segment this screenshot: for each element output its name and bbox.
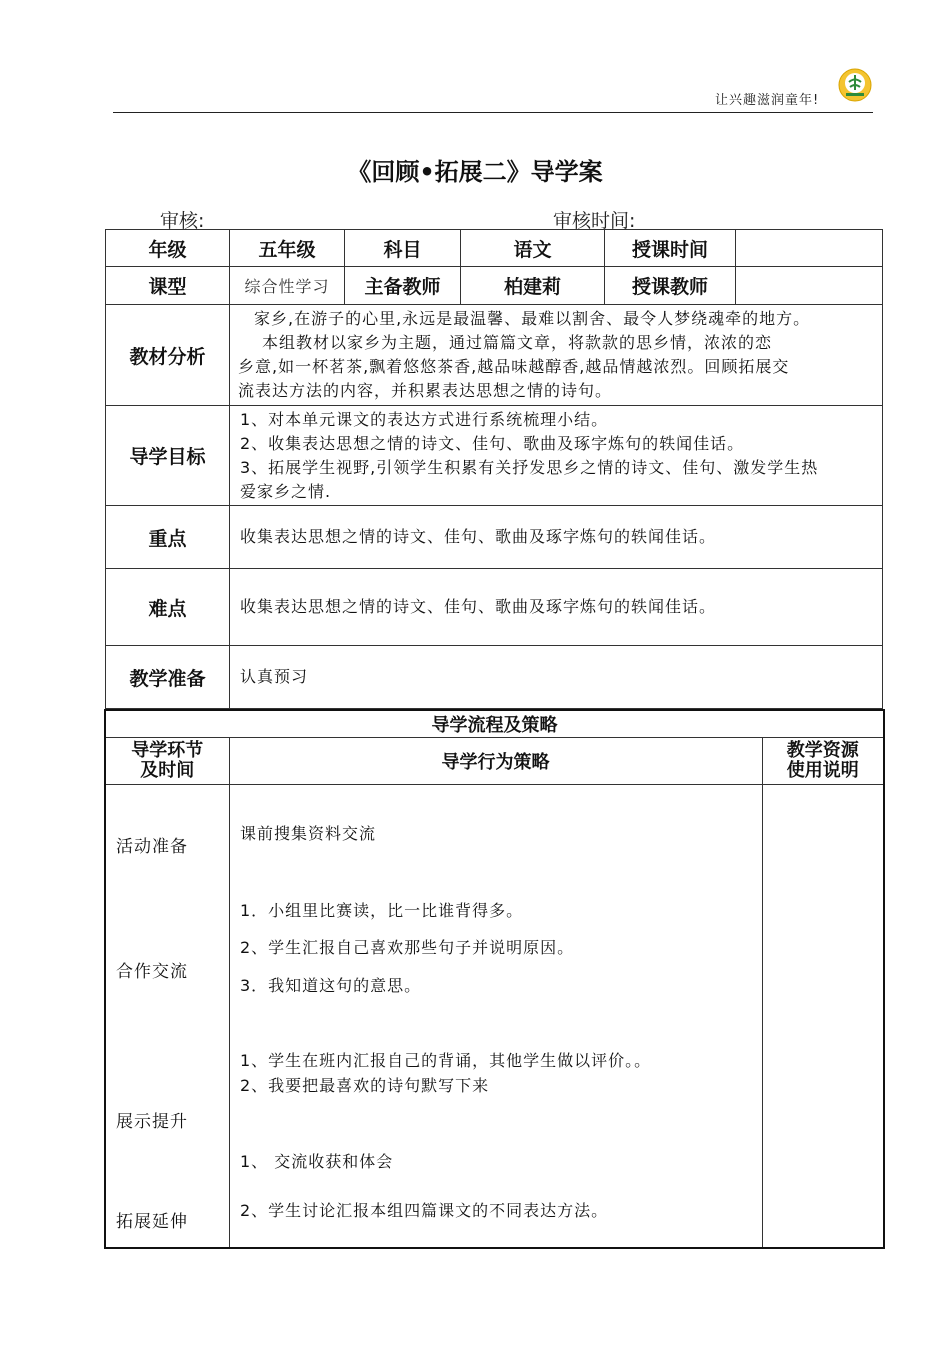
analysis-content xyxy=(230,305,883,406)
goal-line: 爱家乡之情. xyxy=(240,481,332,501)
guided-flow-table xyxy=(104,709,885,1249)
resource-header-line: 教学资源 xyxy=(786,740,859,761)
preparation-label: 教学准备 xyxy=(106,646,230,709)
subject-label: 科目 xyxy=(345,230,461,267)
lead-teacher-label: 主备教师 xyxy=(345,267,461,305)
difficulty-label: 难点 xyxy=(106,569,230,646)
flow-title: 导学流程及策略 xyxy=(105,710,884,738)
analysis-line: 乡意,如一杯茗茶,飘着悠悠茶香,越品味越醇香,越品情越浓烈。回顾拓展交 xyxy=(238,357,790,376)
goals-content xyxy=(230,406,883,506)
flow-step: 1、 交流收获和体会 xyxy=(240,1152,394,1171)
flow-step: 课前搜集资料交流 xyxy=(240,824,377,843)
goal-line: 1、对本单元课文的表达方式进行系统梳理小结。 xyxy=(240,409,609,429)
analysis-line: 本组教材以家乡为主题，通过篇篇文章，将款款的思乡情，浓浓的恋 xyxy=(262,333,773,352)
stage-column-header xyxy=(105,738,229,785)
stage-extension: 拓展延伸 xyxy=(116,1212,188,1232)
stage-presentation: 展示提升 xyxy=(116,1112,188,1132)
class-time-label: 授课时间 xyxy=(605,230,736,267)
difficulty-text: 收集表达思想之情的诗文、佳句、歌曲及琢字炼句的轶闻佳话。 xyxy=(230,569,883,646)
stage-header-line: 及时间 xyxy=(140,760,195,781)
reviewer-label: 审核: xyxy=(160,210,205,232)
analysis-line: 家乡,在游子的心里,永远是最温馨、最难以割舍、最令人梦绕魂牵的地方。 xyxy=(254,309,811,328)
key-point-label: 重点 xyxy=(106,506,230,569)
grade-label: 年级 xyxy=(106,230,230,267)
grade-value: 五年级 xyxy=(230,230,345,267)
flow-step: 2、学生汇报自己喜欢那些句子并说明原因。 xyxy=(240,938,575,957)
resource-cell xyxy=(762,785,884,1248)
goals-label: 导学目标 xyxy=(106,406,230,506)
header-motto: 让兴趣滋润童年! xyxy=(715,93,820,108)
subject-value: 语文 xyxy=(461,230,605,267)
header-divider xyxy=(113,112,873,113)
flow-step: 1．小组里比赛读，比一比谁背得多。 xyxy=(240,901,524,920)
resource-column-header xyxy=(762,738,884,785)
key-point-text: 收集表达思想之情的诗文、佳句、歌曲及琢字炼句的轶闻佳话。 xyxy=(230,506,883,569)
lesson-info-table xyxy=(105,229,883,709)
analysis-line: 流表达方法的内容，并积累表达思想之情的诗句。 xyxy=(238,381,613,400)
stage-activity-prep: 活动准备 xyxy=(116,837,188,857)
goal-line: 2、收集表达思想之情的诗文、佳句、歌曲及琢字炼句的轶闻佳话。 xyxy=(240,433,745,453)
strategy-column-header: 导学行为策略 xyxy=(229,738,762,785)
goal-line: 3、拓展学生视野,引领学生积累有关抒发思乡之情的诗文、佳句、激发学生热 xyxy=(240,457,819,477)
lead-teacher-value: 柏建莉 xyxy=(461,267,605,305)
flow-step: 3．我知道这句的意思。 xyxy=(240,976,422,995)
stage-cooperation: 合作交流 xyxy=(116,962,188,982)
analysis-label: 教材分析 xyxy=(106,305,230,406)
preparation-text: 认真预习 xyxy=(230,646,883,709)
teacher-label: 授课教师 xyxy=(605,267,736,305)
flow-step: 1、学生在班内汇报自己的背诵，其他学生做以评价。。 xyxy=(240,1051,652,1070)
review-time-label: 审核时间: xyxy=(553,210,636,232)
document-title: 《回顾•拓展二》导学案 xyxy=(347,158,603,186)
flow-step: 2、我要把最喜欢的诗句默写下来 xyxy=(240,1076,490,1095)
strategy-cell xyxy=(229,785,762,1248)
flow-step: 2、学生讨论汇报本组四篇课文的不同表达方法。 xyxy=(240,1201,609,1220)
resource-header-line: 使用说明 xyxy=(786,760,859,781)
class-time-value xyxy=(736,230,883,267)
lesson-type-label: 课型 xyxy=(106,267,230,305)
lesson-type-value: 综合性学习 xyxy=(230,267,345,305)
school-logo-icon xyxy=(838,68,872,102)
teacher-value xyxy=(736,267,883,305)
stage-header-line: 导学环节 xyxy=(131,740,204,761)
